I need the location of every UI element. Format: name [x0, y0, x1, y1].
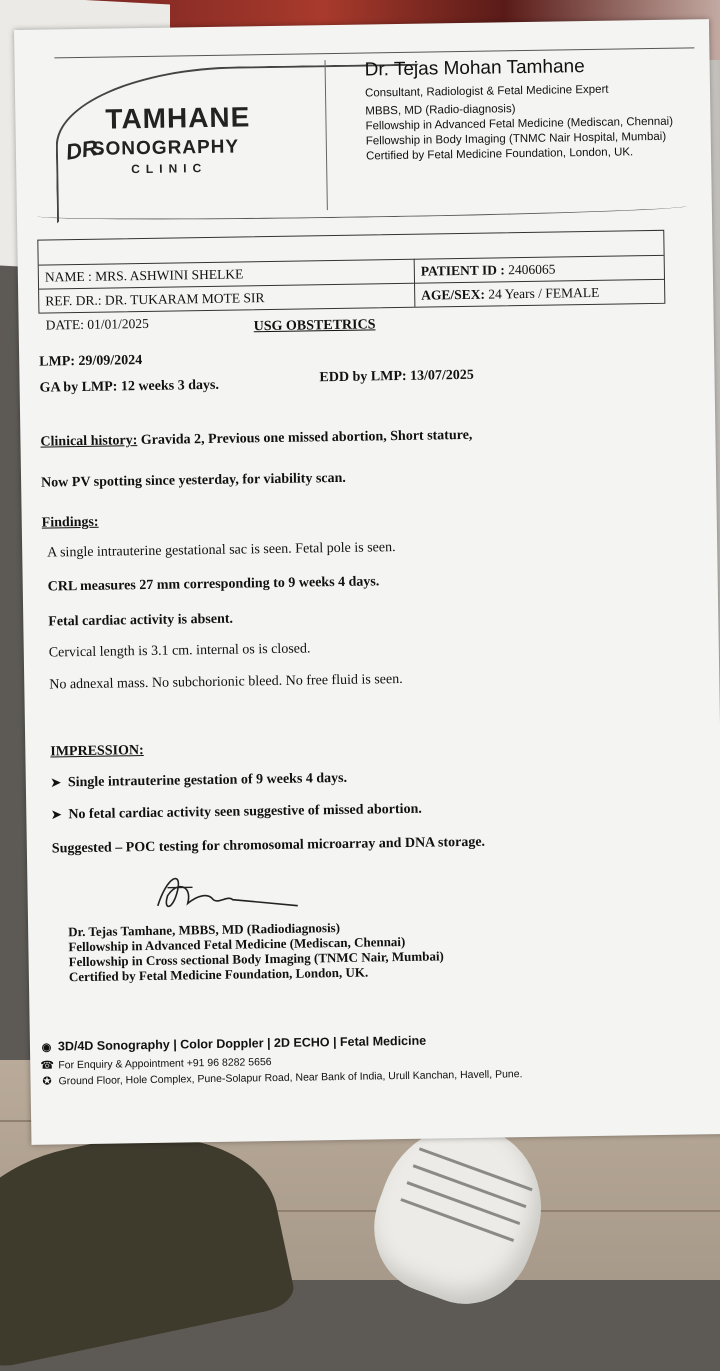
logo-name: TAMHANE: [105, 101, 251, 135]
impression-heading: IMPRESSION:: [50, 743, 144, 760]
patient-name: NAME : MRS. ASHWINI SHELKE: [44, 266, 244, 285]
signatory-fellowship-2: Fellowship in Cross sectional Body Imaging (TNMC Nair, Mumbai): [68, 948, 444, 970]
signature: [137, 863, 308, 926]
doctor-certification: Certified by Fetal Medicine Foundation, London, UK.: [365, 146, 634, 163]
footer-address: ✪ Ground Floor, Hole Complex, Pune-Solapur Road, Near Bank of India, Urull Kanchan, Havell, Pune.: [42, 1068, 523, 1088]
bullet-arrow-icon: ➤: [50, 775, 61, 790]
location-icon: ✪: [42, 1075, 52, 1088]
impression-item: ➤ Single intrauterine gestation of 9 weeks 4 days.: [50, 770, 348, 791]
finding-item: Fetal cardiac activity is absent.: [48, 611, 234, 630]
doctor-fellowship-1: Fellowship in Advanced Fetal Medicine (Mediscan, Chennai): [365, 115, 674, 133]
doctor-qualification: MBBS, MD (Radio-diagnosis): [365, 103, 516, 118]
header-rule: [54, 47, 694, 58]
signatory-certification: Certified by Fetal Medicine Foundation, London, UK.: [68, 964, 369, 985]
finding-item: No adnexal mass. No subchorionic bleed. No free fluid is seen.: [49, 671, 403, 693]
logo-prefix: DR.: [64, 134, 106, 165]
logo-line2: SONOGRAPHY: [91, 136, 240, 160]
signatory-fellowship-1: Fellowship in Advanced Fetal Medicine (Mediscan, Chennai): [68, 933, 406, 955]
signatory-name: Dr. Tejas Tamhane, MBBS, MD (Radiodiagnosis): [68, 919, 341, 940]
report-sheet: [14, 19, 720, 1145]
finding-item: A single intrauterine gestational sac is seen. Fetal pole is seen.: [47, 540, 396, 561]
report-date: DATE: 01/01/2025: [45, 315, 149, 333]
clinical-history: Clinical history: Gravida 2, Previous one missed abortion, Short stature,: [40, 427, 473, 450]
clinical-history-line2: Now PV spotting since yesterday, for viability scan.: [41, 470, 346, 491]
scan-icon: ◉: [41, 1041, 52, 1054]
logo-line3: CLINIC: [131, 160, 208, 177]
bullet-arrow-icon: ➤: [51, 807, 62, 822]
footer-services: ◉ 3D/4D Sonography | Color Doppler | 2D ECHO | Fetal Medicine: [41, 1033, 427, 1054]
finding-item: CRL measures 27 mm corresponding to 9 weeks 4 days.: [47, 574, 380, 595]
suggestion: Suggested – POC testing for chromosomal microarray and DNA storage.: [51, 834, 486, 857]
footer-contact: ☎ For Enquiry & Appointment +91 96 8282 5656: [40, 1056, 272, 1072]
findings-heading: Findings:: [41, 514, 99, 531]
doctor-fellowship-2: Fellowship in Body Imaging (TNMC Nair Hospital, Mumbai): [365, 130, 667, 148]
finding-item: Cervical length is 3.1 cm. internal os is closed.: [48, 641, 311, 661]
edd-by-lmp: EDD by LMP: 13/07/2025: [319, 367, 474, 386]
impression-item: ➤ No fetal cardiac activity seen suggestive of missed abortion.: [51, 801, 422, 823]
doctor-name: Dr. Tejas Mohan Tamhane: [364, 56, 585, 81]
doctor-title: Consultant, Radiologist & Fetal Medicine Expert: [364, 83, 609, 100]
lmp: LMP: 29/09/2024: [39, 353, 143, 370]
report-title: USG OBSTETRICS: [253, 317, 376, 335]
patient-age-sex: AGE/SEX: 24 Years / FEMALE: [421, 284, 600, 303]
phone-icon: ☎: [40, 1059, 55, 1072]
patient-id: PATIENT ID : 2406065: [420, 261, 556, 279]
ga-by-lmp: GA by LMP: 12 weeks 3 days.: [39, 377, 220, 396]
referring-doctor: REF. DR.: DR. TUKARAM MOTE SIR: [45, 290, 265, 309]
